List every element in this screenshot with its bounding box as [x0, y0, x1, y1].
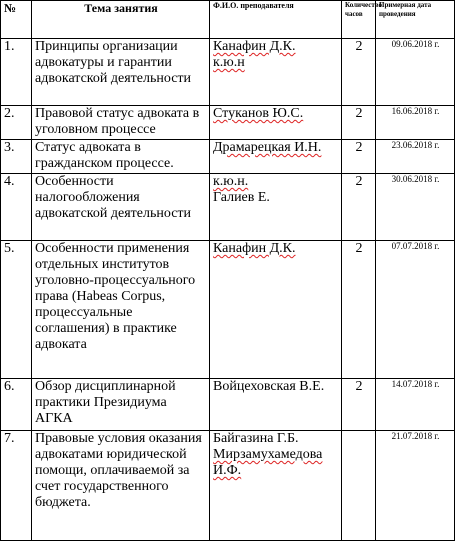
teacher-name: Канафин Д.К.	[213, 241, 296, 256]
row-hours: 2	[342, 39, 376, 106]
teacher-name: Войцеховская В.Е.	[213, 379, 325, 394]
header-row	[1, 1, 455, 39]
row-date: 21.07.2018 г.	[376, 431, 455, 541]
row-hours	[342, 431, 376, 541]
row-date: 14.07.2018 г.	[376, 379, 455, 431]
teacher-name: Драмарецкая И.Н.	[213, 140, 322, 155]
table-row	[1, 174, 455, 241]
table-row	[1, 379, 455, 431]
row-num: 5.	[1, 241, 32, 379]
row-date: 09.06.2018 г.	[376, 39, 455, 106]
table-row	[1, 241, 455, 379]
row-topic: Особенности применения отдельных институтов уголовно-процессуального права (Habeas Corpus, процессуальные соглашения) в практике адвоката	[32, 241, 210, 379]
row-num: 3.	[1, 140, 32, 174]
row-num: 4.	[1, 174, 32, 241]
teacher-name: Байгазина Г.Б.	[213, 431, 299, 446]
row-date: 07.07.2018 г.	[376, 241, 455, 379]
row-topic: Обзор дисциплинарной практики Президиума АГКА	[32, 379, 210, 431]
row-hours: 2	[342, 174, 376, 241]
row-num: 6.	[1, 379, 32, 431]
teacher-name: Галиев Е.	[213, 190, 270, 205]
row-teacher	[210, 431, 342, 541]
teacher-name: Мирзамухамедова И.Ф.	[213, 447, 323, 478]
header-num: №	[1, 1, 32, 39]
row-topic: Правовые условия оказания адвокатами юридической помощи, оплачиваемой за счет государственного бюджета.	[32, 431, 210, 541]
row-teacher	[210, 140, 342, 174]
row-topic: Статус адвоката в гражданском процессе.	[32, 140, 210, 174]
row-teacher	[210, 39, 342, 106]
row-date: 16.06.2018 г.	[376, 106, 455, 140]
header-topic: Тема занятия	[32, 1, 210, 39]
header-date: Примерная дата проведения	[376, 1, 455, 39]
row-date: 30.06.2018 г.	[376, 174, 455, 241]
header-teacher: Ф.И.О. преподавателя	[210, 1, 342, 39]
header-hours: Количество часов	[342, 1, 376, 39]
table-row	[1, 140, 455, 174]
row-topic: Особенности налогообложения адвокатской деятельности	[32, 174, 210, 241]
row-hours: 2	[342, 379, 376, 431]
teacher-name: Стуканов Ю.С.	[213, 106, 304, 121]
row-num: 7.	[1, 431, 32, 541]
row-hours: 2	[342, 241, 376, 379]
row-hours: 2	[342, 140, 376, 174]
row-num: 1.	[1, 39, 32, 106]
row-num: 2.	[1, 106, 32, 140]
row-topic: Принципы организации адвокатуры и гарантии адвокатской деятельности	[32, 39, 210, 106]
row-teacher	[210, 106, 342, 140]
row-date: 23.06.2018 г.	[376, 140, 455, 174]
teacher-degree: к.ю.н	[213, 55, 245, 70]
table-row	[1, 106, 455, 140]
teacher-name: Канафин Д.К.	[213, 39, 296, 54]
row-teacher	[210, 241, 342, 379]
table-row	[1, 431, 455, 541]
row-hours: 2	[342, 106, 376, 140]
teacher-degree: к.ю.н.	[213, 174, 249, 189]
row-topic: Правовой статус адвоката в уголовном процессе	[32, 106, 210, 140]
row-teacher	[210, 379, 342, 431]
table-row	[1, 39, 455, 106]
row-teacher	[210, 174, 342, 241]
